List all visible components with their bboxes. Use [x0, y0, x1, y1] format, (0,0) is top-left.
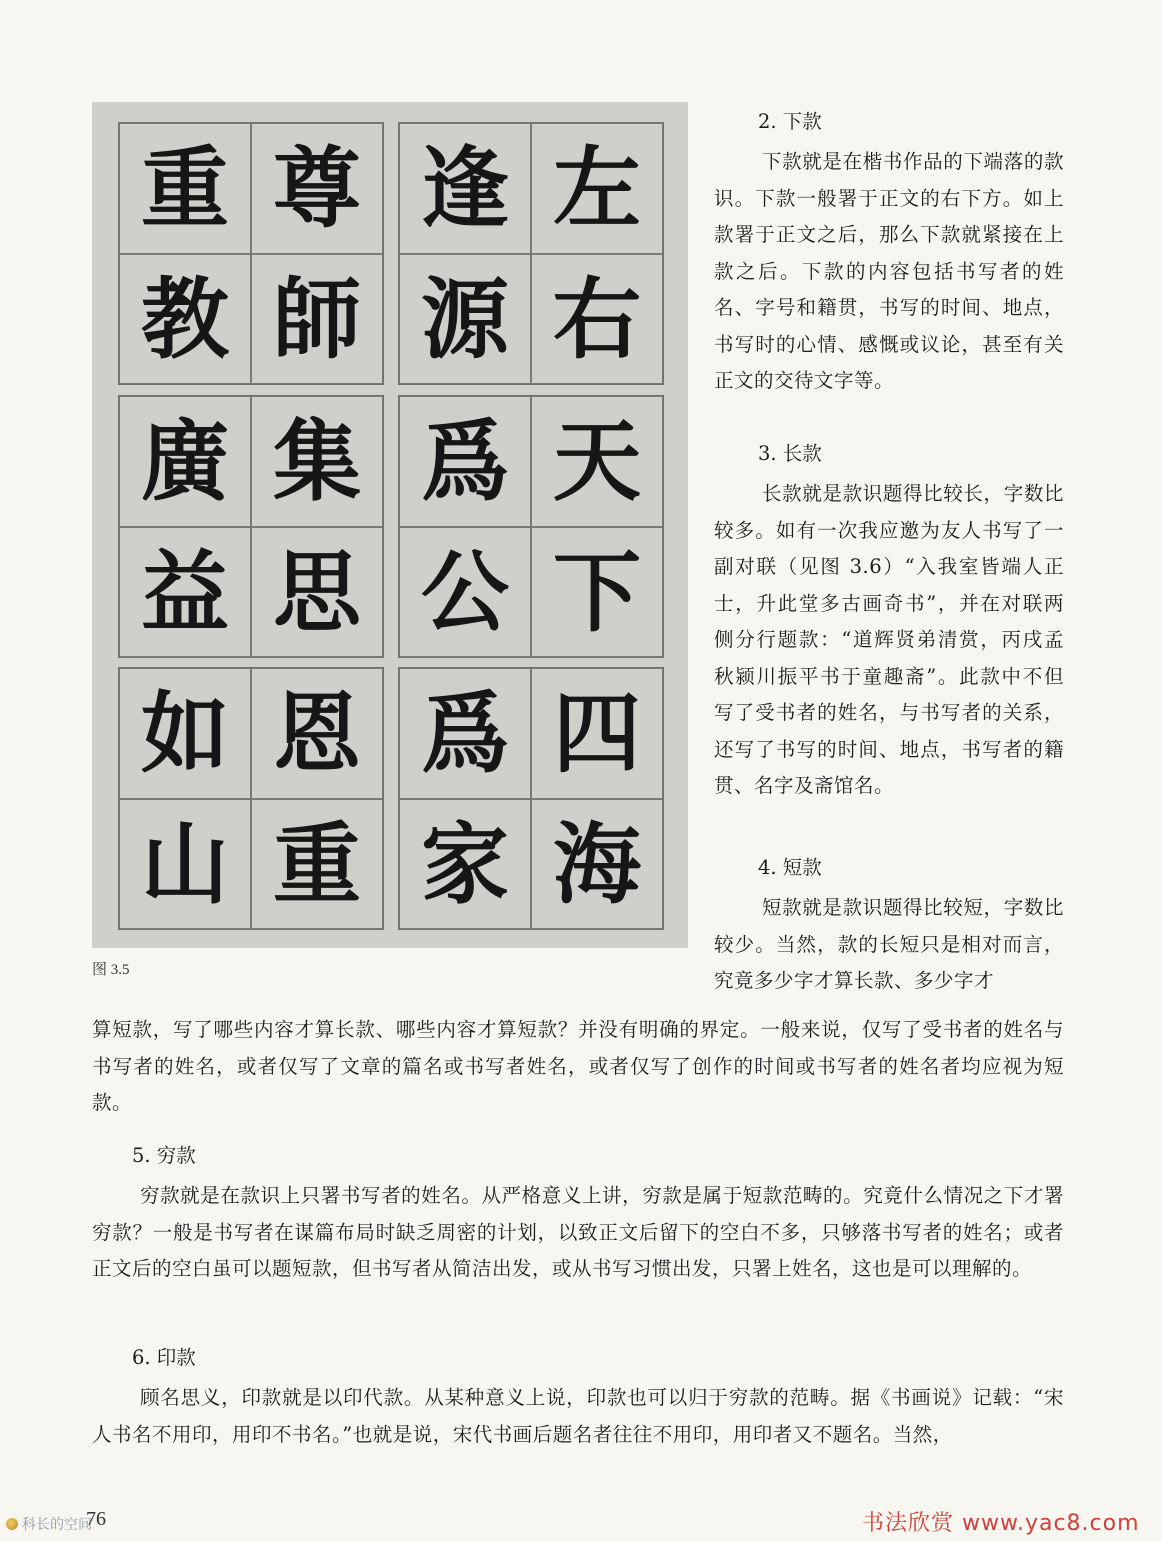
calligraphy-char: 如	[119, 668, 251, 799]
section-body-yinkuan: 顾名思义，印款就是以印代款。从某种意义上说，印款也可以归于穷款的范畴。据《书画说》记载：“宋人书名不用印，用印不书名。”也就是说，宋代书画后题名者往往不用印，用印者又不题名。当然，	[92, 1386, 1064, 1446]
section-heading-changkuan: 3. 长款	[758, 442, 822, 465]
site-watermark: 书法欣赏 www.yac8.com	[862, 1511, 1140, 1536]
calligraphy-char: 集	[251, 396, 383, 527]
section-body-changkuan: 长款就是款识题得比较长，字数比较多。如有一次我应邀为友人书写了一副对联（见图 3.6）“入我室皆端人正士，升此堂多古画奇书”，并在对联两侧分行题款：“道辉贤弟清赏，丙戌孟秋颍川振平书于童趣斋”。此款中不但写了受书者的姓名，与书写者的关系，还写了书写的时间、地点，书写者的籍贯、名字及斋馆名。	[714, 482, 1064, 797]
calligraphy-char: 廣	[119, 396, 251, 527]
section-heading-qiongkuan: 5. 穷款	[132, 1144, 196, 1167]
section-heading-xiakuan: 2. 下款	[758, 110, 822, 133]
calligraphy-figure	[92, 102, 688, 948]
calligraphy-char: 教	[119, 254, 251, 385]
calligraphy-char: 逢	[399, 123, 531, 254]
calligraphy-char: 山	[119, 799, 251, 930]
figure-block-3	[118, 395, 384, 658]
section-body-duankuan-full: 算短款，写了哪些内容才算长款、哪些内容才算短款？并没有明确的界定。一般来说，仅写了受书者的姓名与书写者的姓名，或者仅写了文章的篇名或书写者姓名，或者仅写了创作的时间或书写者的姓名者均应视为短款。	[92, 1018, 1064, 1114]
figure-block-2	[398, 122, 664, 385]
calligraphy-char: 右	[531, 254, 663, 385]
page-number: 76	[86, 1508, 106, 1530]
calligraphy-char: 海	[531, 799, 663, 930]
calligraphy-char: 下	[531, 527, 663, 658]
calligraphy-char: 尊	[251, 123, 383, 254]
calligraphy-char: 重	[119, 123, 251, 254]
calligraphy-char: 四	[531, 668, 663, 799]
section-body-duankuan-right: 短款就是款识题得比较短，字数比较少。当然，款的长短只是相对而言，究竟多少字才算长款、多少字才	[714, 896, 1064, 992]
watermark-left-text: 科长的空间	[22, 1517, 92, 1533]
calligraphy-char: 思	[251, 527, 383, 658]
calligraphy-char: 重	[251, 799, 383, 930]
figure-block-6	[398, 667, 664, 930]
calligraphy-char: 家	[399, 799, 531, 930]
section-heading-yinkuan: 6. 印款	[132, 1346, 196, 1369]
calligraphy-char: 師	[251, 254, 383, 385]
source-watermark	[6, 1514, 92, 1534]
section-heading-duankuan: 4. 短款	[758, 856, 822, 879]
figure-caption: 图 3.5	[92, 962, 130, 978]
figure-block-1	[118, 122, 384, 385]
calligraphy-char: 爲	[399, 396, 531, 527]
section-body-xiakuan: 下款就是在楷书作品的下端落的款识。下款一般署于正文的右下方。如上款署于正文之后，那么下款就紧接在上款之后。下款的内容包括书写者的姓名、字号和籍贯，书写的时间、地点，书写时的心情、感慨或议论，甚至有关正文的交待文字等。	[714, 150, 1064, 392]
calligraphy-char: 天	[531, 396, 663, 527]
calligraphy-char: 公	[399, 527, 531, 658]
calligraphy-char: 恩	[251, 668, 383, 799]
avatar-icon	[6, 1518, 18, 1530]
calligraphy-char: 益	[119, 527, 251, 658]
calligraphy-char: 左	[531, 123, 663, 254]
calligraphy-char: 源	[399, 254, 531, 385]
figure-block-4	[398, 395, 664, 658]
section-body-qiongkuan: 穷款就是在款识上只署书写者的姓名。从严格意义上讲，穷款是属于短款范畴的。究竟什么情况之下才署穷款？一般是书写者在谋篇布局时缺乏周密的计划，以致正文后留下的空白不多，只够落书写者的姓名；或者正文后的空白虽可以题短款，但书写者从简洁出发，或从书写习惯出发，只署上姓名，这也是可以理解的。	[92, 1184, 1064, 1280]
figure-block-5	[118, 667, 384, 930]
calligraphy-char: 爲	[399, 668, 531, 799]
